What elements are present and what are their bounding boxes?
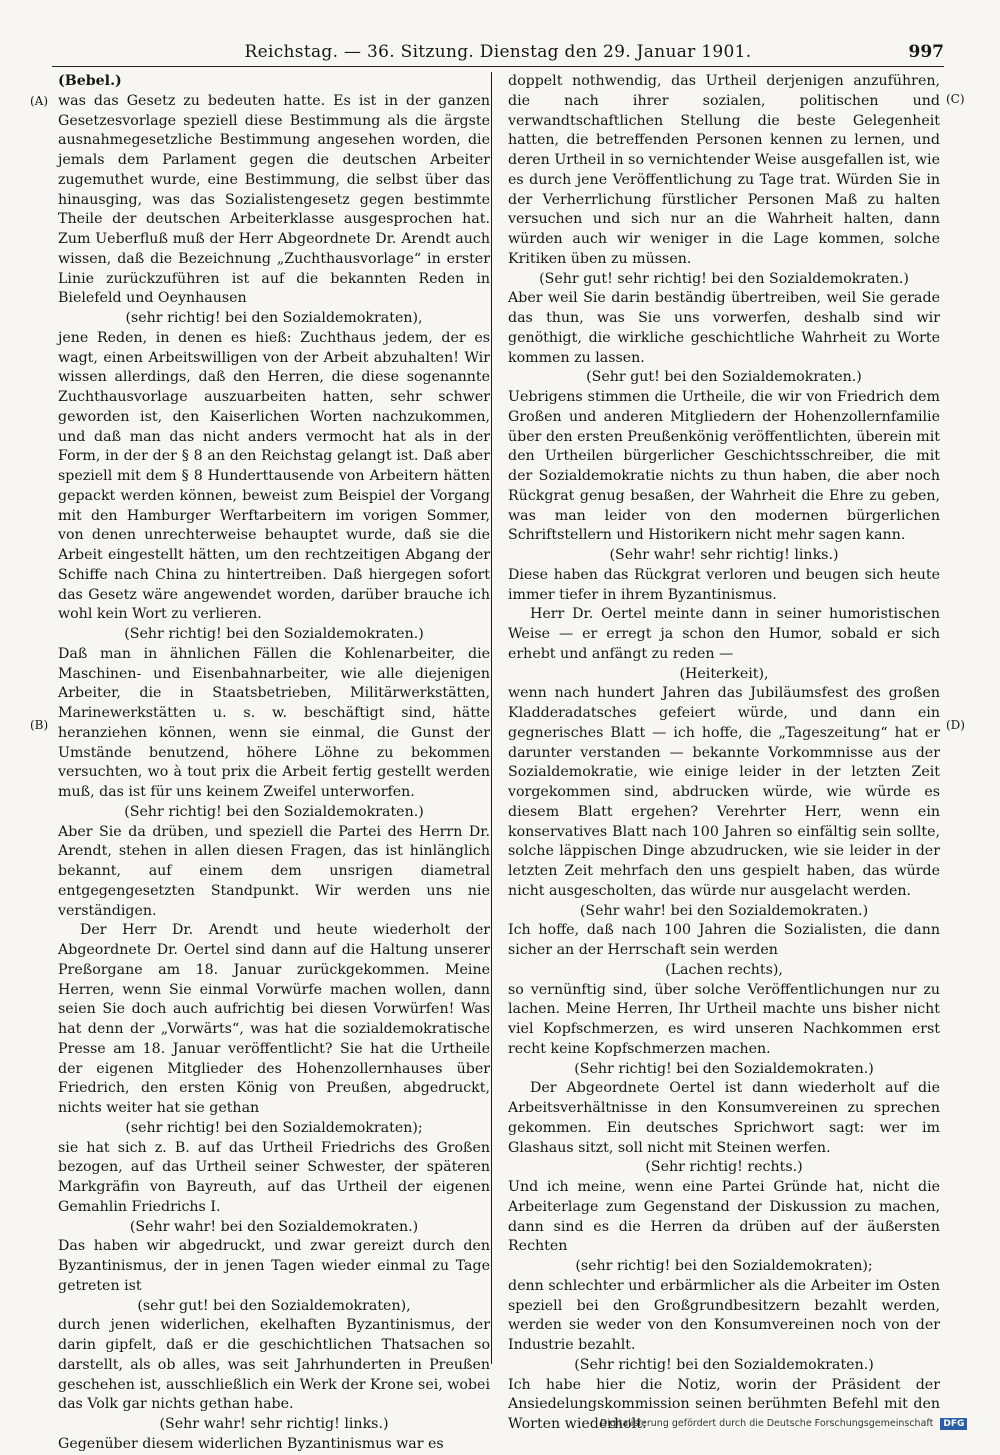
page-number: 997 [908,42,944,62]
interjection: (sehr gut! bei den Sozialdemokraten), [137,1297,411,1314]
interjection: (Sehr wahr! sehr richtig! links.) [609,547,839,563]
interjection: (Sehr richtig! bei den Sozialdemokraten.) [124,803,424,820]
interjection: (sehr richtig! bei den Sozialdemokraten); [575,1258,873,1274]
paragraph: sie hat sich z. B. auf das Urtheil Friedrichs des Großen bezogen, auf das Urtheil seiner Schwester, der späteren Markgräfin von Bayreuth, auf das Urtheil der eigenen Gemahlin Friedrichs I. [58,1139,490,1215]
interjection: (Sehr richtig! rechts.) [645,1159,803,1176]
interjection: (Heiterkeit), [679,665,769,682]
paragraph: so vernünftig sind, über solche Veröffentlichungen nur zu lachen. Meine Herren, Ihr Urtheil machte uns bisher nicht viel Kopfschmerzen, es wird unseren Nachkommen erst recht keine Kopfschmerzen machen. [508,981,940,1057]
paragraph: Uebrigens stimmen die Urtheile, die wir von Friedrich dem Großen und anderen Mitgliedern der Hohenzollernfamilie über den ersten Preußenkönig veröffentlichten, überein mit den Urtheilen bürgerlicher Geschichtsschreiber, die mit der Sozialdemokratie nichts zu thun haben, die aber noch Rückgrat genug besaßen, der Wahrheit die Ehre zu geben, was man leider von den modernen bürgerlichen Schriftstellern und Historikern nicht mehr sagen kann. [508,389,940,544]
margin-marker-d: (D) [946,718,965,732]
paragraph: Der Herr Dr. Arendt und heute wiederholt der Abgeordnete Dr. Oertel sind dann auf die Haltung unserer Preßorgane am 18. Januar zurückgekommen. Meine Herren, wenn Sie einmal Vorwürfe machen wollen, dann seien Sie doch auch aufrichtig bei diesen Vorwürfen! Was hat denn der „Vorwärts“, was hat die sozialdemokratische Presse am 18. Januar veröffentlicht? Sie hat die Urtheile der eigenen Mitglieder des Hohenzollernhauses über Friedrich, den ersten König von Preußen, abgedruckt, nichts weiter hat sie gethan [58,922,490,1116]
interjection: (Sehr wahr! bei den Sozialdemokraten.) [129,1218,419,1235]
margin-marker-c: (C) [946,92,965,106]
header-title: Reichstag. — 36. Sitzung. Dienstag den 29. Januar 1901. [244,42,752,62]
margin-marker-a: (A) [30,94,49,108]
paragraph: Ich hoffe, daß nach 100 Jahren die Sozialisten, die dann sicher an der Herrschaft sein werden [508,922,940,958]
paragraph: Herr Dr. Oertel meinte dann in seiner humoristischen Weise — er erregt ja schon den Humor, sobald er sich erhebt und anfängt zu reden — [508,606,940,662]
paragraph: Gegenüber diesem widerlichen Byzantinismus war es [58,1435,444,1452]
paragraph: Diese haben das Rückgrat verloren und beugen sich heute immer tiefer in ihrem Byzantinismus. [508,566,940,603]
interjection: (Sehr gut! sehr richtig! bei den Sozialdemokraten.) [539,270,909,287]
margin-marker-b: (B) [30,718,49,732]
interjection: (Lachen rechts), [665,961,783,978]
paragraph: durch jenen widerlichen, ekelhaften Byzantinismus, der darin gipfelt, daß er die geschichtlichen Thatsachen so darstellt, als ob alles, was seit Jahrhunderten in Preußen geschehen ist, ausschließlich ein Werk der Krone sei, wobei das Volk gar nichts gethan habe. [58,1317,490,1413]
paragraph: doppelt nothwendig, das Urtheil derjenigen anzuführen, die nach ihrer sozialen, politischen und verwandtschaftlichen Stellung die beste Gelegenheit hatten, die betreffenden Personen kennen zu lernen, und deren Urtheil in so vernichtender Weise ausgefallen ist, wie es durch jene Veröffentlichung zu Tage trat. Würden Sie in der Verherrlichung fürstlicher Personen Maß zu halten versuchen und sich nur an die Wahrheit halten, dann würden auch wir weniger in die Lage kommen, solche Kritiken üben zu müssen. [508,73,940,267]
paragraph: Daß man in ähnlichen Fällen die Kohlenarbeiter, die Maschinen- und Eisenbahnarbeiter, wie alle diejenigen Arbeiter, die in Staatsbetrieben, Militärwerkstätten, Marinewerkstätten u. s. w. beschäftigt sind, hätte heranziehen können, wenn sie einmal, die Gunst der Umstände benutzend, höhere Löhne zu bekommen versuchten, wo à tout prix die Arbeit fertig gestellt werden muß, das ist für uns keinem Zweifel unterworfen. [58,645,490,800]
paragraph: was das Gesetz zu bedeuten hatte. Es ist in der ganzen Gesetzesvorlage speziell diese Bestimmung als die ärgste ausnahmegesetzliche Bestimmung angesehen worden, die jemals dem Parlament gegen die deutschen Arbeiter zugemuthet wurde, eine Bestimmung, die selbst über das hinausging, was das Sozialistengesetz gegen bestimmte Theile der deutschen Arbeiterklasse ausgesprochen hat. Zum Ueberfluß muß der Herr Abgeordnete Dr. Arendt auch wissen, daß die Bezeichnung „Zuchthausvorlage“ in erster Linie zurückzuführen ist auf die bekannten Reden in Bielefeld und Oeynhausen [58,92,490,307]
interjection: (sehr richtig! bei den Sozialdemokraten); [125,1119,423,1136]
interjection: (Sehr wahr! sehr richtig! links.) [159,1416,389,1432]
paragraph: wenn nach hundert Jahren das Jubiläumsfest des großen Kladderadatsches gefeiert würde, und dann ein gegnerisches Blatt — ich hoffe, die „Tageszeitung“ hat er darunter verstanden — bekannte Vorkommnisse aus der Sozialdemokratie, wie einige leider in der letzten Zeit vorgekommen sind, abdrucken würde, wie würde es diesem Blatt ergehen? Verehrter Herr, wenn ein konservatives Blatt nach 100 Jahren so einfältig sein sollte, solche läppischen Dinge abzudrucken, wie sie leider in der letzten Zeit mehrfach den uns gespielt haben, das würde nicht ausgescholten, das würde nur ausgelacht werden. [508,685,940,899]
left-column [58,72,490,1452]
paragraph: Aber Sie da drüben, und speziell die Partei des Herrn Dr. Arendt, stehen in allen diesen Fragen, das ist hinlänglich bekannt, auf einem dem unsrigen diametral entgegengesetzten Standpunkt. Wir werden uns nie verständigen. [58,823,490,919]
paragraph: Das haben wir abgedruckt, und zwar gereizt durch den Byzantinismus, der in jenen Tagen wieder einmal zu Tage getreten ist [58,1238,490,1294]
interjection: (Sehr gut! bei den Sozialdemokraten.) [586,369,862,386]
column-divider [491,72,492,1364]
paragraph: Ich habe hier die Notiz, worin der Präsident der Ansiedelungskommission seinen berühmten Befehl mit den Worten wiederholt: [508,1376,940,1432]
paragraph: denn schlechter und erbärmlicher als die Arbeiter im Osten speziell bei den Großgrundbesitzern bezahlt werden, werden sie weder von den Konsumvereinen noch von der Industrie bezahlt. [508,1277,940,1353]
interjection: (Sehr richtig! bei den Sozialdemokraten.) [574,1060,874,1077]
interjection: (Sehr richtig! bei den Sozialdemokraten.) [124,626,424,642]
interjection: (Sehr richtig! bei den Sozialdemokraten.) [574,1356,874,1373]
footer-credit [600,1418,965,1432]
running-header [52,42,944,67]
paragraph: Aber weil Sie darin beständig übertreiben, weil Sie gerade das thun, was Sie uns vorwerfen, deshalb sind wir genöthigt, die wirkliche geschichtliche Wahrheit zu Worte kommen zu lassen. [508,290,940,366]
paragraph: jene Reden, in denen es hieß: Zuchthaus jedem, der es wagt, einen Arbeitswilligen von der Arbeit abzuhalten! Wir wissen allerdings, daß den Herren, die diese sogenannte Zuchthausvorlage auszuarbeiten hatten, sehr schwer geworden ist, den Kaiserlichen Worten nachzukommen, und daß man das nicht anders vermocht hat als in der Form, in der der § 8 an den Reichstag gelangt ist. Daß aber speziell mit dem § 8 Hunderttausende von Arbeitern hätten gepackt werden können, beweist zum Beispiel der Vorgang mit den Hamburger Werftarbeitern im vorigen Sommer, von denen unrechterweise behauptet wurde, daß sie die Arbeit eingestellt hätten, um den rechtzeitigen Abgang der Schiffe nach China zu hintertreiben. Daß hiergegen sofort das Gesetz wäre angewendet worden, darüber brauche ich wohl kein Wort zu verlieren. [58,329,490,623]
footer-text: Digitalisierung gefördert durch die Deutsche Forschungsgemeinschaft [600,1418,934,1429]
paragraph: Und ich meine, wenn eine Partei Gründe hat, nicht die Arbeiterlage zum Gegenstand der Diskussion zu machen, dann sind es die Herren da drüben auf der äußersten Rechten [508,1179,940,1255]
dfg-logo: DFG [940,1418,967,1430]
interjection: (sehr richtig! bei den Sozialdemokraten), [125,310,423,326]
interjection: (Sehr wahr! bei den Sozialdemokraten.) [579,902,869,919]
paragraph: Der Abgeordnete Oertel ist dann wiederholt auf die Arbeitsverhältnisse in den Konsumvereinen zu sprechen gekommen. Ein deutsches Sprichwort sagt: wer im Glashaus sitzt, soll nicht mit Steinen werfen. [508,1080,940,1156]
speaker-name: (Bebel.) [58,73,122,89]
